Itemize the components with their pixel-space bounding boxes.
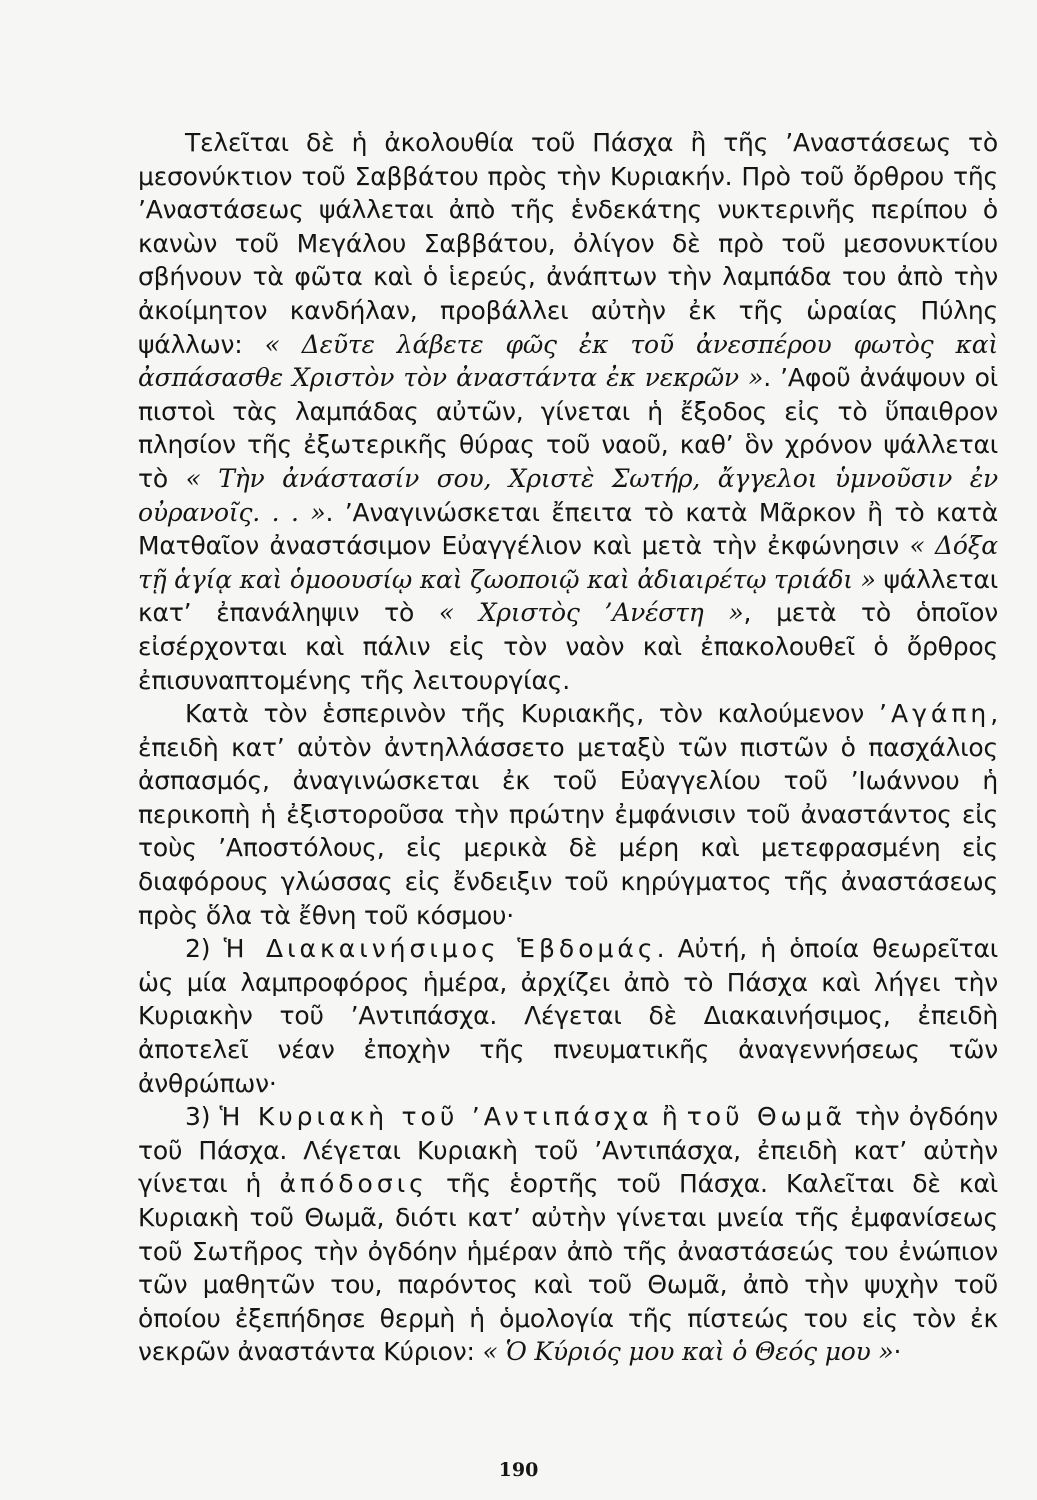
spaced-term: ’Αγάπη xyxy=(879,699,991,729)
text-run: ψάλλεται κατ’ ἐπανάληψιν τὸ xyxy=(138,564,998,628)
spaced-term: ἀπόδοσις xyxy=(279,1169,428,1199)
text-run: τῆς ἑορτῆς τοῦ Πάσχα. Καλεῖται δὲ καὶ Κυριακὴ τοῦ Θωμᾶ, διότι κατ’ αὐτὴν γίνεται μνεία τῆς ἐμφανίσεως τοῦ Σωτῆρος τὴν ὀγδόην ἡμέραν ἀπὸ τῆς ἀναστάσεώς του ἐνώπιον τῶν μαθητῶν του, παρόντος καὶ τοῦ Θωμᾶ, ἀπὸ τὴν ψυχὴν τοῦ ὁποίου ἐξεπήδησε θερμὴ ἡ ὁμολογία τῆς πίστεώς του εἰς τὸν ἐκ νεκρῶν ἀναστάντα Κύριον: xyxy=(138,1169,998,1367)
text-run: . ’Αναγινώσκεται ἔπειτα τὸ κατὰ Μᾶρκον ἢ τὸ κατὰ Ματθαῖον ἀναστάσιμον Εὐαγγέλιον καὶ μετὰ τὴν ἐκφώνησιν xyxy=(138,497,998,561)
text-run: . ’Αφοῦ ἀνάψουν οἱ πιστοὶ τὰς λαμπάδας αὐτῶν, γίνεται ἡ ἔξοδος εἰς τὸ ὕπαιθρον πλησίον τῆς ἐξωτερικῆς θύρας τοῦ ναοῦ, καθ’ ὃν χρόνον ψάλλεται τὸ xyxy=(138,363,998,493)
item-number: 2) xyxy=(185,934,224,964)
spaced-term: Ἡ Διακαινήσιμος Ἑβδομάς xyxy=(223,934,657,964)
text-run: , ἐπειδὴ κατ’ αὐτὸν ἀντηλλάσσετο μεταξὺ τῶν πιστῶν ὁ πασχάλιος ἀσπασμός, ἀναγινώσκεται ἐκ τοῦ Εὐαγγελίου τοῦ ’Ιωάννου ἡ περικοπὴ ἡ ἐξιστοροῦσα τὴν πρώτην ἐμφάνισιν τοῦ ἀναστάντος εἰς τοὺς ’Αποστόλους, εἰς μερικὰ δὲ μέρη καὶ μετεφρασμένη εἰς διαφόρους γλώσσας εἰς ἔνδειξιν τοῦ κηρύγματος τῆς ἀναστάσεως πρὸς ὅλα τὰ ἔθνη τοῦ κόσμου· xyxy=(138,699,998,930)
text-run: , μετὰ τὸ ὁποῖον εἰσέρχονται καὶ πάλιν εἰς τὸν ναὸν καὶ ἐπακολουθεῖ ὁ ὄρθρος ἐπισυναπτομένης τῆς λειτουργίας. xyxy=(138,598,998,695)
body-text xyxy=(138,126,998,1369)
hymn-quote: « Χριστὸς ’Ανέστη » xyxy=(438,598,744,628)
text-run: ἢ xyxy=(652,1102,687,1132)
spaced-term: Ἡ Κυριακὴ τοῦ ’Αντιπάσχα xyxy=(219,1102,653,1132)
spaced-term: τοῦ Θωμᾶ xyxy=(686,1102,846,1132)
paragraph-easter-service xyxy=(138,126,998,697)
hymn-quote: « Ὁ Κύριός μου καὶ ὁ Θεός μου » xyxy=(482,1337,894,1367)
paragraph-bright-week xyxy=(138,932,998,1100)
page-number: 190 xyxy=(498,1459,539,1481)
hymn-quote: « Τὴν ἀνάστασίν σου, Χριστὲ Σωτήρ, ἄγγελοι ὑμνοῦσιν ἐν οὐρανοῖς. . . » xyxy=(138,463,998,527)
paragraph-agape-vespers xyxy=(138,697,998,932)
text-run: · xyxy=(893,1337,902,1367)
hymn-quote: « Δεῦτε λάβετε φῶς ἐκ τοῦ ἀνεσπέρου φωτὸς καὶ ἀσπάσασθε Χριστὸν τὸν ἀναστάντα ἐκ νεκρῶν » xyxy=(138,329,998,393)
text-run: τὴν ὀγδόην τοῦ Πάσχα. Λέγεται Κυριακὴ τοῦ ’Αντιπάσχα, ἐπειδὴ κατ’ αὐτὴν γίνεται ἡ xyxy=(138,1102,998,1199)
text-run: . Αὐτή, ἡ ὁποία θεωρεῖται ὡς μία λαμπροφόρος ἡμέρα, ἀρχίζει ἀπὸ τὸ Πάσχα καὶ λήγει τὴν Κυριακὴν τοῦ ’Αντιπάσχα. Λέγεται δὲ Διακαινήσιμος, ἐπειδὴ ἀποτελεῖ νέαν ἐποχὴν τῆς πνευματικῆς ἀναγεννήσεως τῶν ἀνθρώπων· xyxy=(138,934,998,1098)
hymn-quote: « Δόξα τῇ ἁγίᾳ καὶ ὁμοουσίῳ καὶ ζωοποιῷ καὶ ἀδιαιρέτῳ τριάδι » xyxy=(138,531,998,594)
paragraph-thomas-sunday xyxy=(138,1100,998,1369)
item-number: 3) xyxy=(185,1102,220,1132)
text-run: Τελεῖται δὲ ἡ ἀκολουθία τοῦ Πάσχα ἢ τῆς ’Αναστάσεως τὸ μεσονύκτιον τοῦ Σαββάτου πρὸς τὴν Κυριακήν. Πρὸ τοῦ ὄρθρου τῆς ’Αναστάσεως ψάλλεται ἀπὸ τῆς ἑνδεκάτης νυκτερινῆς περίπου ὁ κανὼν τοῦ Μεγάλου Σαββάτου, ὀλίγον δὲ πρὸ τοῦ μεσονυκτίου σβήνουν τὰ φῶτα καὶ ὁ ἱερεύς, ἀνάπτων τὴν λαμπάδα του ἀπὸ τὴν ἀκοίμητον κανδήλαν, προβάλλει αὐτὴν ἐκ τῆς ὡραίας Πύλης ψάλλων: xyxy=(138,128,998,359)
text-run: Κατὰ τὸν ἑσπερινὸν τῆς Κυριακῆς, τὸν καλούμενον xyxy=(185,699,880,729)
